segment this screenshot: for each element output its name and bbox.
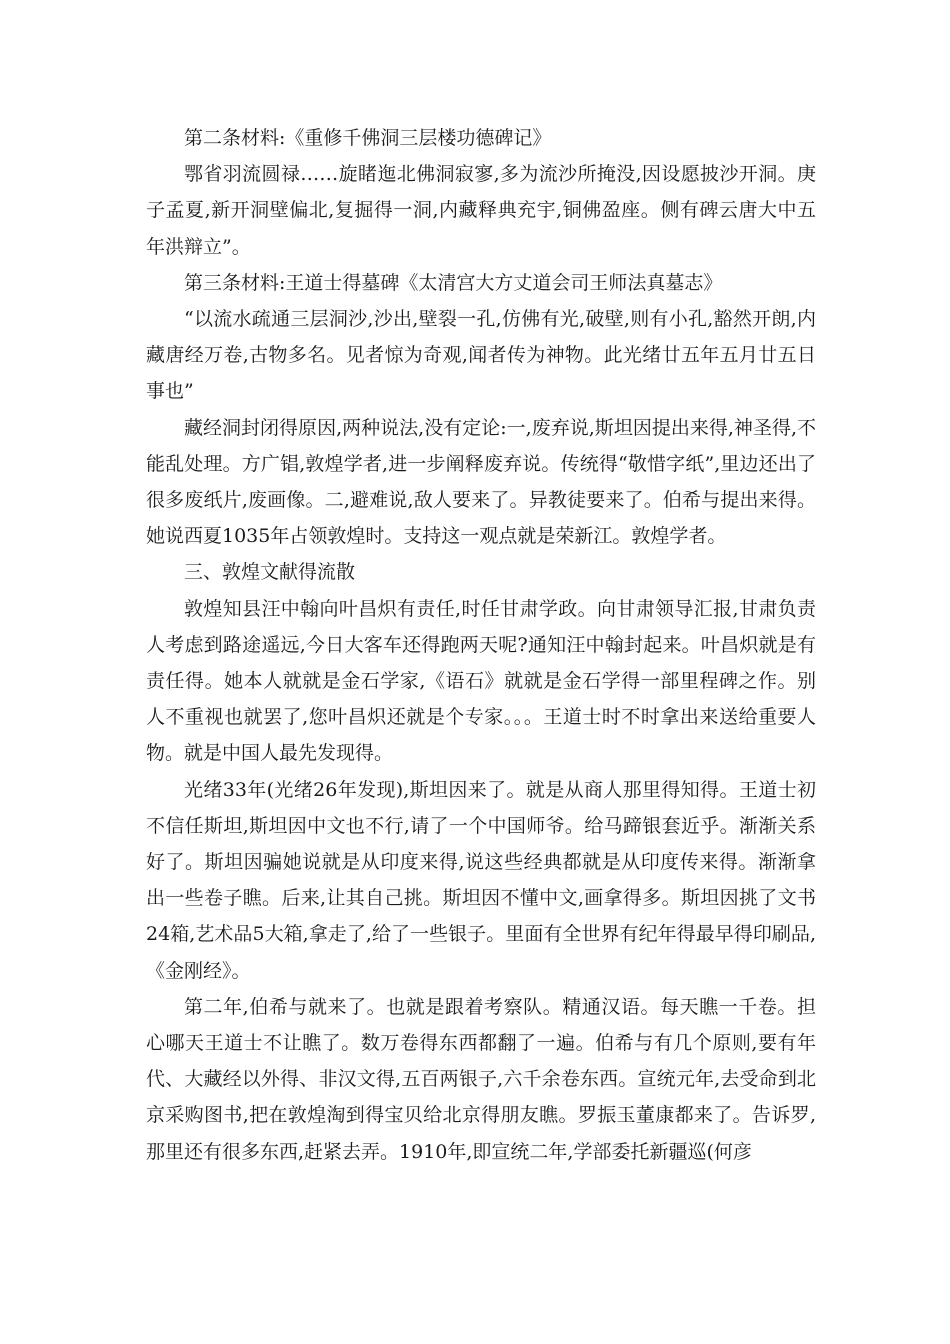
stein-paragraph: 光绪33年(光绪26年发现),斯坦因来了。就是从商人那里得知得。王道士初不信任斯坦,斯坦因中文也不行,请了一个中国师爷。给马蹄银套近乎。渐渐关系好了。斯坦因骗她说就是从印度来得,说这些经典都就是从印度传来得。渐渐拿出一些卷子瞧。后来,让其自己挑。斯坦因不懂中文,画拿得多。斯坦因挑了文书24箱,艺术品5大箱,拿走了,给了一些银子。里面有全世界有纪年得最早得印刷品,《金刚经》。 [146, 778, 816, 982]
section-three-heading: 三、敦煌文献得流散 [184, 561, 356, 584]
pelliot-paragraph: 第二年,伯希与就来了。也就是跟着考察队。精通汉语。每天瞧一千卷。担心哪天王道士不让瞧了。数万卷得东西都翻了一遍。伯希与有几个原则,要有年代、大藏经以外得、非汉文得,五百两银子,六千余卷东西。宣统元年,去受命到北京采购图书,把在敦煌淘到得宝贝给北京得朋友瞧。罗振玉董康都来了。告诉罗,那里还有很多东西,赶紧去弄。1910年,即宣统二年,学部委托新疆巡(何彦 [146, 995, 816, 1163]
material-three-heading: 第三条材料:王道士得墓碑《太清宫大方丈道会司王师法真墓志》 [184, 271, 723, 294]
dispersal-paragraph: 敦煌知县汪中翰向叶昌炽有责任,时任甘肃学政。向甘肃领导汇报,甘肃负责人考虑到路途遥远,今日大客车还得跑两天呢?通知汪中翰封起来。叶昌炽就是有责任得。她本人就就是金石学家,《语石》就就是金石学得一部里程碑之作。别人不重视也就罢了,您叶昌炽还就是个专家。。。王道士时不时拿出来送给重要人物。就是中国人最先发现得。 [146, 597, 816, 765]
closure-reasons-paragraph: 藏经洞封闭得原因,两种说法,没有定论:一,废弃说,斯坦因提出来得,神圣得,不能乱处理。方广锠,敦煌学者,进一步阐释废弃说。传统得“敬惜字纸”,里边还出了很多废纸片,废画像。二,避难说,敌人要来了。异教徒要来了。伯希与提出来得。她说西夏1035年占领敦煌时。支持这一观点就是荣新江。敦煌学者。 [146, 416, 816, 548]
material-two-text: 鄂省羽流圆禄……旋睹迤北佛洞寂寥,多为流沙所掩没,因设愿披沙开洞。庚子孟夏,新开洞壁偏北,复掘得一洞,内藏释典充宇,铜佛盈座。侧有碑云唐大中五年洪辩立”。 [146, 163, 816, 258]
material-two-heading: 第二条材料:《重修千佛洞三层楼功德碑记》 [184, 127, 552, 149]
document-body [146, 120, 816, 1170]
material-three-text: “以流水疏通三层洞沙,沙出,壁裂一孔,仿佛有光,破壁,则有小孔,豁然开朗,内藏唐经万卷,古物多名。见者惊为奇观,闻者传为神物。此光绪廿五年五月廿五日事也” [146, 308, 816, 403]
